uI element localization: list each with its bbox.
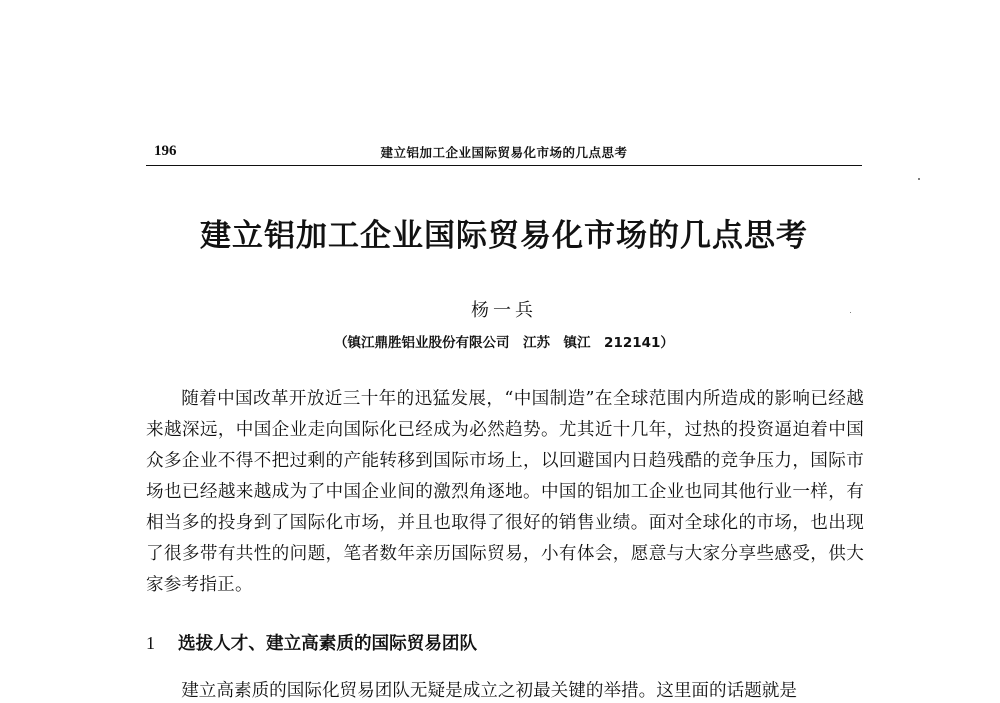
running-header: [146, 141, 862, 165]
section-heading: [146, 630, 862, 655]
page-number: 196: [154, 143, 177, 159]
section-number: 1: [146, 633, 155, 653]
header-rule: [146, 165, 862, 166]
article-title: 建立铝加工企业国际贸易化市场的几点思考: [200, 218, 808, 254]
running-header-title: 建立铝加工企业国际贸易化市场的几点思考: [380, 145, 628, 160]
intro-paragraph: 随着中国改革开放近三十年的迅猛发展，“中国制造”在全球范围内所造成的影响已经越来越深远，中国企业走向国际化已经成为必然趋势。尤其近十几年，过热的投资逼迫着中国众多企业不得不把过剩的产能转移到国际市场上，以回避国内日趋残酷的竞争压力，国际市场也已经越来越成为了中国企业间的激烈角逐地。中国的铝加工企业也同其他行业一样，有相当多的投身到了国际化市场，并且也取得了很好的销售业绩。面对全球化的市场，也出现了很多带有共性的问题，笔者数年亲历国际贸易，小有体会，愿意与大家分享些感受，供大家参考指正。: [146, 389, 864, 595]
author-name: 杨一兵: [471, 300, 537, 321]
scan-speck: [918, 178, 920, 180]
scan-speck: [850, 312, 851, 313]
section-title: 选拔人才、建立高素质的国际贸易团队: [178, 634, 478, 654]
author-affiliation: （镇江鼎胜铝业股份有限公司 江苏 镇江 212141）: [334, 335, 674, 351]
section-paragraph: 建立高素质的国际化贸易团队无疑是成立之初最关键的举措。这里面的话题就是: [181, 681, 797, 701]
